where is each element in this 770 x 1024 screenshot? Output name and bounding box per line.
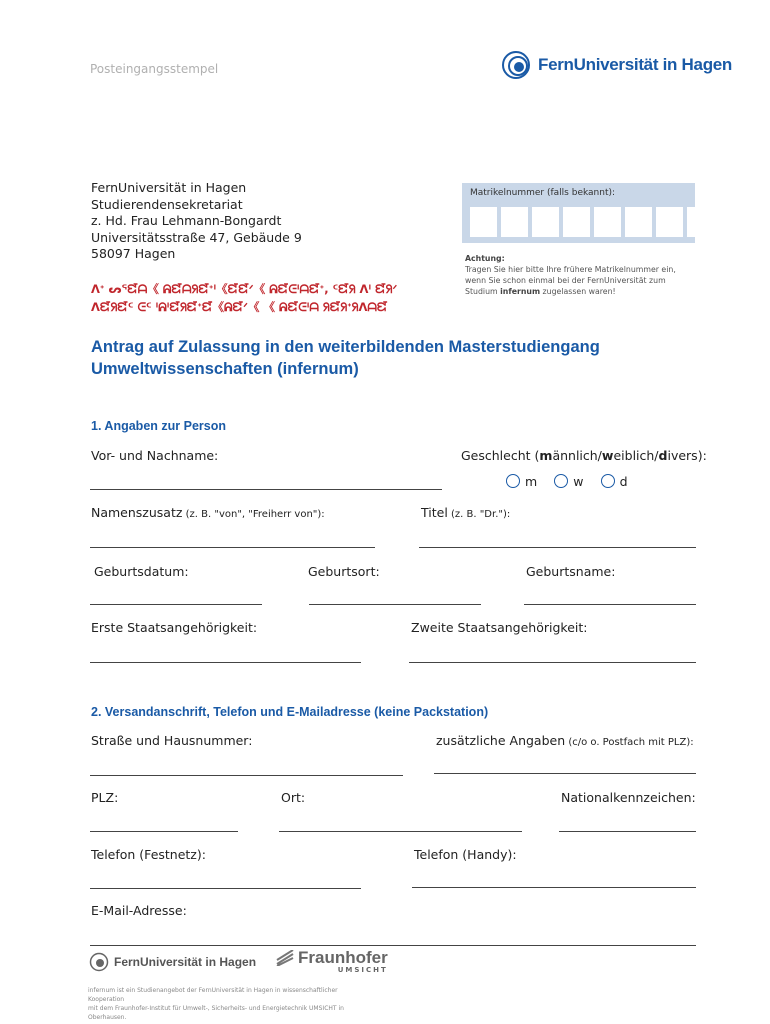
country-code-label: Nationalkennzeichen: [561,790,696,805]
matrikelnummer-cell[interactable] [532,207,559,237]
matrikelnummer-cell[interactable] [594,207,621,237]
matrikelnummer-cells [470,207,714,237]
garbled-line: ᐱᘿᖆᘿᑦ ᕮᑦ ᑊᕱᑊᘿᖆᘿᐩᘿ《ᕱᘿᐟ《 《 ᕱᘿᕮᑊᗩ ᖆᘿᖆᐩᖆᐱᗩᘿ [91,300,388,314]
nationality1-field[interactable] [90,662,361,663]
gender-radio-d[interactable]: d [601,474,628,489]
extra-label: zusätzliche Angaben (c/o o. Postfach mit PLZ): [436,733,694,748]
note-line: Tragen Sie hier bitte Ihre frühere Matrikelnummer ein, [465,265,676,274]
fernuni-logo [500,50,732,80]
form-title [91,336,600,380]
country-code-field[interactable] [559,831,696,832]
posteingangsstempel-label: Posteingangsstempel [90,62,219,76]
fine-print-line: mit dem Fraunhofer-Institut für Umwelt-, Sicherheits- und Energietechnik UMSICHT in Oberhausen. [88,1005,344,1021]
radio-circle-icon[interactable] [554,474,568,488]
birthname-field[interactable] [524,604,696,605]
nationality1-label: Erste Staatsangehörigkeit: [91,620,258,635]
plz-label: PLZ: [91,790,119,805]
footer-logos [88,950,388,974]
recipient-address [91,180,302,263]
titel-label: Titel (z. B. "Dr."): [421,505,511,520]
form-title-line2: Umweltwissenschaften (infernum) [91,360,359,378]
fernuni-swirl-icon [500,50,532,80]
fernuni-swirl-icon [88,952,110,972]
fraunhofer-sub: UMSICHT [337,966,388,974]
nationality2-label: Zweite Staatsangehörigkeit: [411,620,588,635]
section-heading-person: 1. Angaben zur Person [91,419,226,433]
form-title-line1: Antrag auf Zulassung in den weiterbildenden Masterstudiengang [91,338,600,356]
birthname-label: Geburtsname: [526,564,616,579]
phone-field[interactable] [90,888,361,889]
radio-circle-icon[interactable] [506,474,520,488]
matrikelnummer-cell[interactable] [501,207,528,237]
fraunhofer-stripes-icon [276,950,294,966]
phone-label: Telefon (Festnetz): [91,847,206,862]
city-label: Ort: [281,790,306,805]
footer-fine-print [88,986,358,1022]
matrikelnummer-label: Matrikelnummer (falls bekannt): [470,188,616,198]
birthplace-label: Geburtsort: [308,564,380,579]
fine-print-line: infernum ist ein Studienangebot der FernUniversität in Hagen in wissenschaftlicher Kooperation [88,987,338,1003]
matrikelnummer-cell[interactable] [625,207,652,237]
fraunhofer-text: Fraunhofer [298,948,388,967]
note-line: wenn Sie schon einmal bei der FernUniversität zum [465,276,666,285]
gender-radio-group [506,473,640,492]
street-label: Straße und Hausnummer: [91,733,253,748]
gender-radio-w[interactable]: w [554,474,583,489]
email-label: E-Mail-Adresse: [91,903,187,918]
city-field[interactable] [279,831,522,832]
titel-field[interactable] [419,547,696,548]
garbled-line: ᐱᐩ ᔕᕐᘿᗩ《 ᕱᘿᗩᖆᘿᐩᑊ《ᘿᘿᐟ《 ᕱᘿᕮᑊᗩᘿᐩ, ᑦᘿᖆ ᐱᑊ ᘿᖆᐟ [91,282,398,296]
note-line-last: Studium infernum zugelassen waren! [465,287,616,296]
matrikelnummer-cell[interactable] [656,207,683,237]
mobile-label: Telefon (Handy): [414,847,517,862]
gender-radio-m[interactable]: m [506,474,537,489]
street-field[interactable] [90,775,403,776]
radio-circle-icon[interactable] [601,474,615,488]
namenszusatz-label: Namenszusatz (z. B. "von", "Freiherr von"): [91,505,325,520]
extra-field[interactable] [434,773,696,774]
note-title: Achtung: [465,254,505,263]
address-line: 58097 Hagen [91,246,176,261]
name-field[interactable] [90,489,442,490]
section-heading-address: 2. Versandanschrift, Telefon und E-Mailadresse (keine Packstation) [91,705,489,719]
matrikel-note [465,253,705,297]
gender-label: Geschlecht (männlich/weiblich/divers): [461,448,707,463]
birthdate-label: Geburtsdatum: [94,564,189,579]
nationality2-field[interactable] [409,662,696,663]
mobile-field[interactable] [412,887,696,888]
address-line: Universitätsstraße 47, Gebäude 9 [91,229,302,245]
fernuni-logo-text: FernUniversität in Hagen [538,55,733,74]
address-line: FernUniversität in Hagen [91,180,247,195]
footer-fernuni-logo [88,952,256,972]
namenszusatz-field[interactable] [90,547,375,548]
name-label: Vor- und Nachname: [91,448,219,463]
footer-fernuni-text: FernUniversität in Hagen [114,955,257,969]
address-line: z. Hd. Frau Lehmann-Bongardt [91,213,282,228]
birthplace-field[interactable] [309,604,481,605]
garbled-text [91,280,397,316]
matrikelnummer-cell[interactable] [563,207,590,237]
birthdate-field[interactable] [90,604,262,605]
address-line: Studierendensekretariat [91,196,243,212]
matrikelnummer-cell[interactable] [687,207,714,237]
footer-fraunhofer-logo [276,950,388,974]
plz-field[interactable] [90,831,238,832]
email-field[interactable] [90,945,696,946]
matrikelnummer-cell[interactable] [470,207,497,237]
matrikelnummer-box [462,183,695,243]
